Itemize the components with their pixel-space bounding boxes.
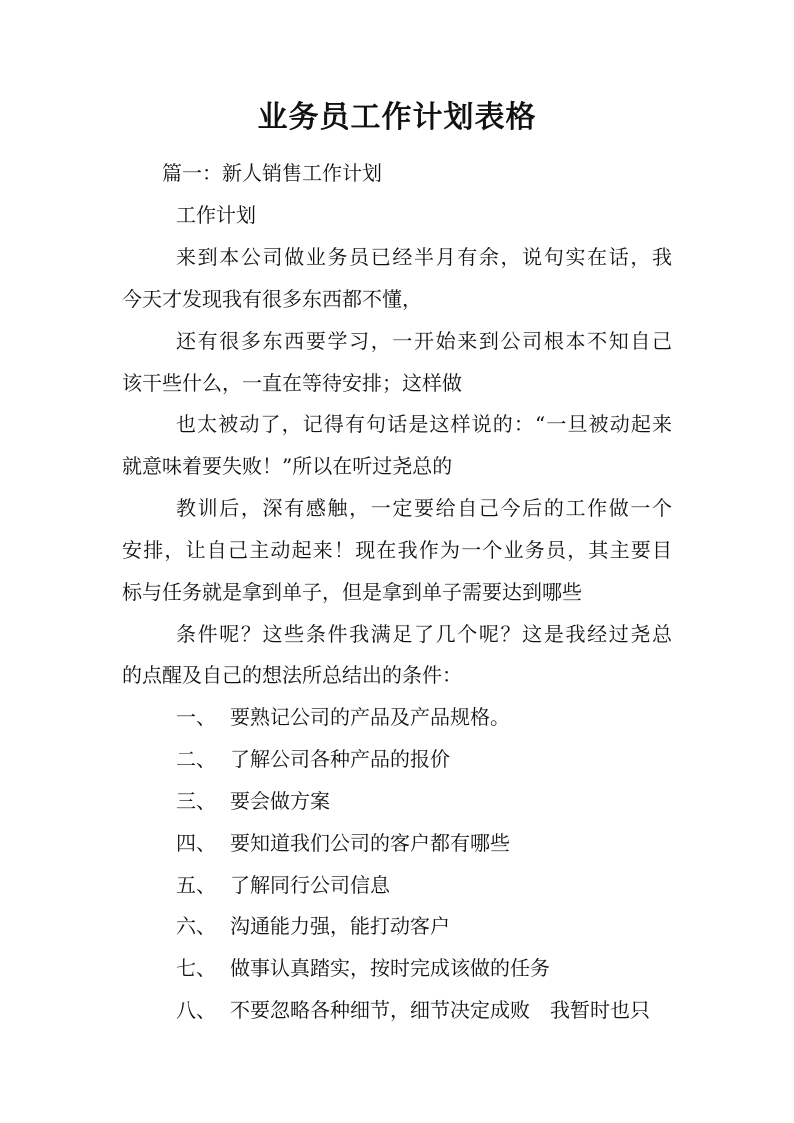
list-item-text: 要知道我们公司的客户都有哪些 <box>230 831 510 855</box>
paragraph-line: 也太被动了，记得有句话是这样说的：“一旦被动起来 <box>176 412 672 436</box>
list-item-number: 六、 <box>176 914 216 938</box>
list-item-text: 了解同行公司信息 <box>230 873 390 897</box>
subheading: 工作计划 <box>176 203 256 227</box>
list-item-text: 不要忽略各种细节，细节决定成败 我暂时也只 <box>230 998 650 1022</box>
section-heading: 篇一：新人销售工作计划 <box>162 161 382 185</box>
paragraph-line: 还有很多东西要学习，一开始来到公司根本不知自己 <box>176 329 672 353</box>
list-item-number: 三、 <box>176 789 216 813</box>
list-item <box>176 912 450 940</box>
list-item-text: 要熟记公司的产品及产品规格。 <box>230 705 510 729</box>
paragraph-line: 今天才发现我有很多东西都不懂， <box>122 287 422 311</box>
list-item <box>176 954 550 982</box>
list-item <box>176 787 330 815</box>
document-title: 业务员工作计划表格 <box>257 100 537 135</box>
list-item-number: 七、 <box>176 956 216 980</box>
list-item <box>176 829 510 857</box>
list-item-number: 一、 <box>176 705 216 729</box>
list-item <box>176 745 450 773</box>
paragraph-line: 标与任务就是拿到单子，但是拿到单子需要达到哪些 <box>122 580 582 604</box>
paragraph-line: 教训后，深有感触，一定要给自己今后的工作做一个 <box>176 496 672 520</box>
list-item-number: 五、 <box>176 873 216 897</box>
list-item-text: 做事认真踏实，按时完成该做的任务 <box>230 956 550 980</box>
paragraph-line: 就意味着要失败！”所以在听过尧总的 <box>122 454 453 478</box>
list-item <box>176 871 390 899</box>
list-item-text: 了解公司各种产品的报价 <box>230 747 450 771</box>
list-item-text: 要会做方案 <box>230 789 330 813</box>
paragraph-line: 条件呢？这些条件我满足了几个呢？这是我经过尧总 <box>176 622 672 646</box>
list-item <box>176 703 510 731</box>
list-item <box>176 996 650 1024</box>
list-item-number: 四、 <box>176 831 216 855</box>
list-item-number: 二、 <box>176 747 216 771</box>
paragraph-line: 该干些什么，一直在等待安排；这样做 <box>122 371 462 395</box>
paragraph-line: 安排，让自己主动起来！现在我作为一个业务员，其主要目 <box>122 538 672 562</box>
paragraph-line: 的点醒及自己的想法所总结出的条件： <box>122 663 462 687</box>
list-item-text: 沟通能力强，能打动客户 <box>230 914 450 938</box>
list-item-number: 八、 <box>176 998 216 1022</box>
paragraph-line: 来到本公司做业务员已经半月有余，说句实在话，我 <box>176 245 672 269</box>
